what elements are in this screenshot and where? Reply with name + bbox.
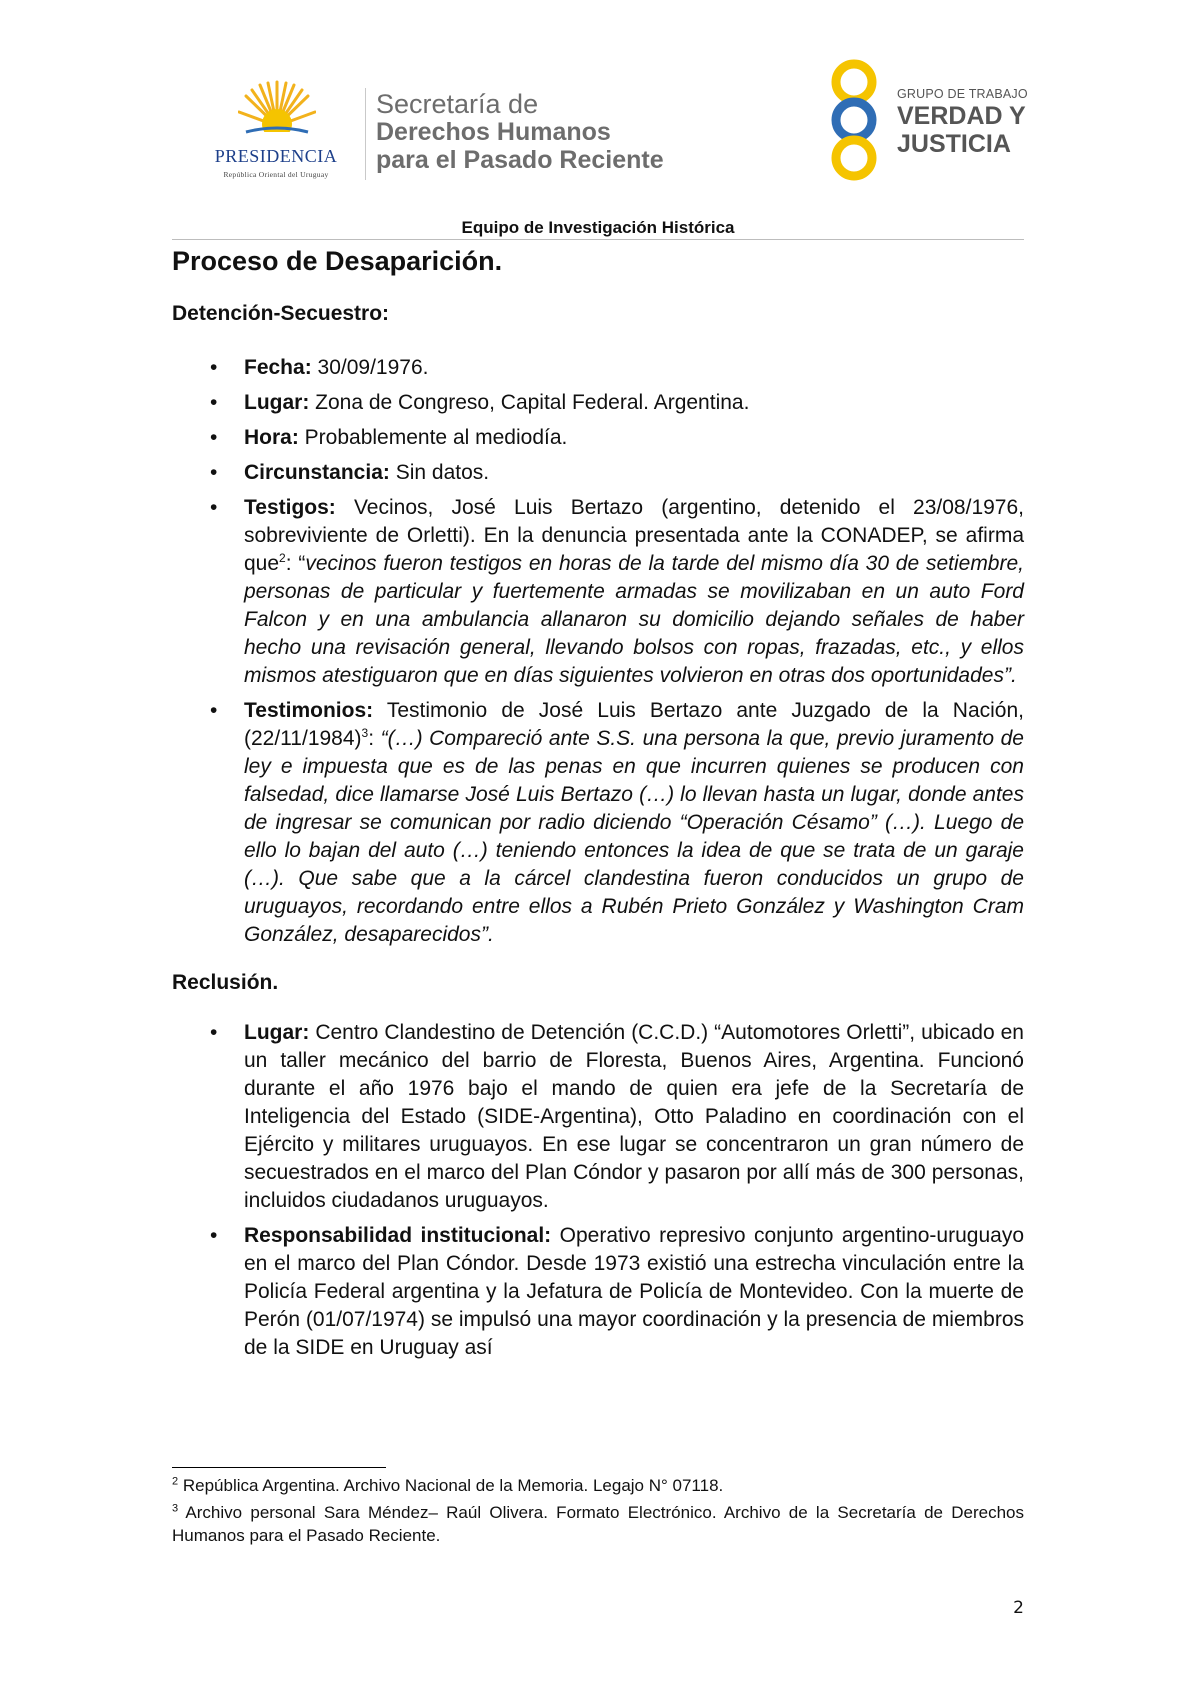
list-item: • Testimonios: Testimonio de José Luis Bertazo ante Juzgado de la Nación, $(22/11/1984)^3$: “(…) Compareció ante S.S. una persona la que, previo juramento de ley e impuesta que es de las penas en que incurren quienes se producen con falsedad, dice llamarse José Luis Bertazo (…) lo llevan hasta un lugar, donde antes de ingresar se comunican por radio diciendo “Operación Césamo” (…). Luego de ello lo bajan del auto (…) teniendo entonces la idea de que se trata de un garaje (…). Que sabe que a la cárcel clandestina fueron conducidos un grupo de uruguayos, recordando entre ellos a Rubén Prieto González y Washington Cram González, desaparecidos”. <box>172 697 1024 949</box>
list-item: • Testigos: Vecinos, José Luis Bertazo (argentino, detenido el 23/08/1976, sobreviviente de Orletti). En la denuncia presentada ante la CONADEP, se afirma que$^2$: “vecinos fueron testigos en horas de la tarde del mismo día 30 de setiembre, personas de particular y fuertemente armadas se movilizaban en un auto Ford Falcon y en una ambulancia allanaron su domicilio dejando señales de haber hecho una revisación general, llevando bolsos con ropas, frazadas, etc., y ellos mismos atestiguaron que en días siguientes volvieron en otras dos oportunidades”. <box>172 494 1024 690</box>
presidencia-name: PRESIDENCIA <box>214 146 338 166</box>
detencion-list <box>172 354 1024 949</box>
section-heading-detencion: Detención-Secuestro: <box>172 302 390 325</box>
footnote-ref: 2 <box>279 551 286 565</box>
logo-divider <box>365 88 366 180</box>
footnote: $^3$ Archivo personal Sara Méndez– Raúl Olivera. Formato Electrónico. Archivo de la Secretaría de Derechos Humanos para el Pasado Reciente. <box>172 1502 1024 1545</box>
document-body <box>172 244 1024 1369</box>
list-item: • Hora: Probablemente al mediodía. <box>172 424 1024 452</box>
grupo-line-3: JUSTICIA <box>897 130 1011 158</box>
verdad-justicia-logo <box>816 58 1036 182</box>
section-heading-reclusion: Reclusión. <box>172 971 279 994</box>
secretaria-line-2: Derechos Humanos <box>376 118 611 146</box>
secretaria-line-3: para el Pasado Reciente <box>376 146 664 174</box>
list-item: • Lugar: Zona de Congreso, Capital Federal. Argentina. <box>172 389 1024 417</box>
footnotes <box>172 1474 1024 1551</box>
presidencia-logo <box>196 80 356 180</box>
secretaria-logo-text <box>376 90 716 174</box>
header-rule <box>172 239 1024 240</box>
footnote-ref: 3 <box>361 726 369 740</box>
reclusion-list <box>172 1019 1024 1362</box>
footnote: $^2$ República Argentina. Archivo Nacional de la Memoria. Legajo N° 07118. <box>172 1475 724 1495</box>
page-number: 2 <box>1013 1598 1024 1618</box>
grupo-line-1: GRUPO DE TRABAJO <box>897 87 1028 101</box>
quote: vecinos fueron testigos en horas de la tarde del mismo día 30 de setiembre, personas de particular y fuertemente armadas se movilizaban en un auto Ford Falcon y en una ambulancia allanaron su domicilio dejando señales de haber hecho una revisación general, llevando bolsos con ropas, frazadas, etc., y ellos mismos atestiguaron que en días siguientes volvieron en otras dos oportunidades”. <box>244 552 1024 687</box>
list-item: • Fecha: 30/09/1976. <box>172 354 1024 382</box>
sun-emblem-icon <box>238 80 316 146</box>
secretaria-line-1: Secretaría de <box>376 89 539 119</box>
list-item: • Lugar: Centro Clandestino de Detención (C.C.D.) “Automotores Orletti”, ubicado en un taller mecánico del barrio de Floresta, Buenos Aires, Argentina. Funcionó durante el año 1976 bajo el mando de quien era jefe de la Secretaría de Inteligencia del Estado (SIDE-Argentina), Otto Paladino en coordinación con el Ejército y militares uruguayos. En ese lugar se concentraron un gran número de secuestrados en el marco del Plan Cóndor y pasaron por allí más de 300 personas, incluidos ciudadanos uruguayos. <box>172 1019 1024 1215</box>
interlocked-rings-icon <box>816 58 892 182</box>
grupo-line-2: VERDAD Y <box>897 102 1026 130</box>
list-item: • Responsabilidad institucional: Operativo represivo conjunto argentino-uruguayo en el marco del Plan Cóndor. Desde 1973 existió una estrecha vinculación entre la Policía Federal argentina y la Jefatura de Policía de Montevideo. Con la muerte de Perón (01/07/1974) se impulsó una mayor coordinación y la presencia de miembros de la SIDE en Uruguay así <box>172 1222 1024 1362</box>
list-item: • Circunstancia: Sin datos. <box>172 459 1024 487</box>
presidencia-subtitle: República Oriental del Uruguay <box>223 170 329 179</box>
team-header: Equipo de Investigación Histórica <box>461 218 735 237</box>
footnote-rule <box>172 1467 386 1468</box>
page-title: Proceso de Desaparición. <box>172 246 503 276</box>
quote: “(…) Compareció ante S.S. una persona la que, previo juramento de ley e impuesta que es de las penas en que incurren quienes se producen con falsedad, dice llamarse José Luis Bertazo (…) lo llevan hasta un lugar, donde antes de ingresar se comunican por radio diciendo “Operación Césamo” (…). Luego de ello lo bajan del auto (…) teniendo entonces la idea de que se trata de un garaje (…). Que sabe que a la cárcel clandestina fueron conducidos un grupo de uruguayos, recordando entre ellos a Rubén Prieto González y Washington Cram González, desaparecidos”. <box>244 727 1024 946</box>
